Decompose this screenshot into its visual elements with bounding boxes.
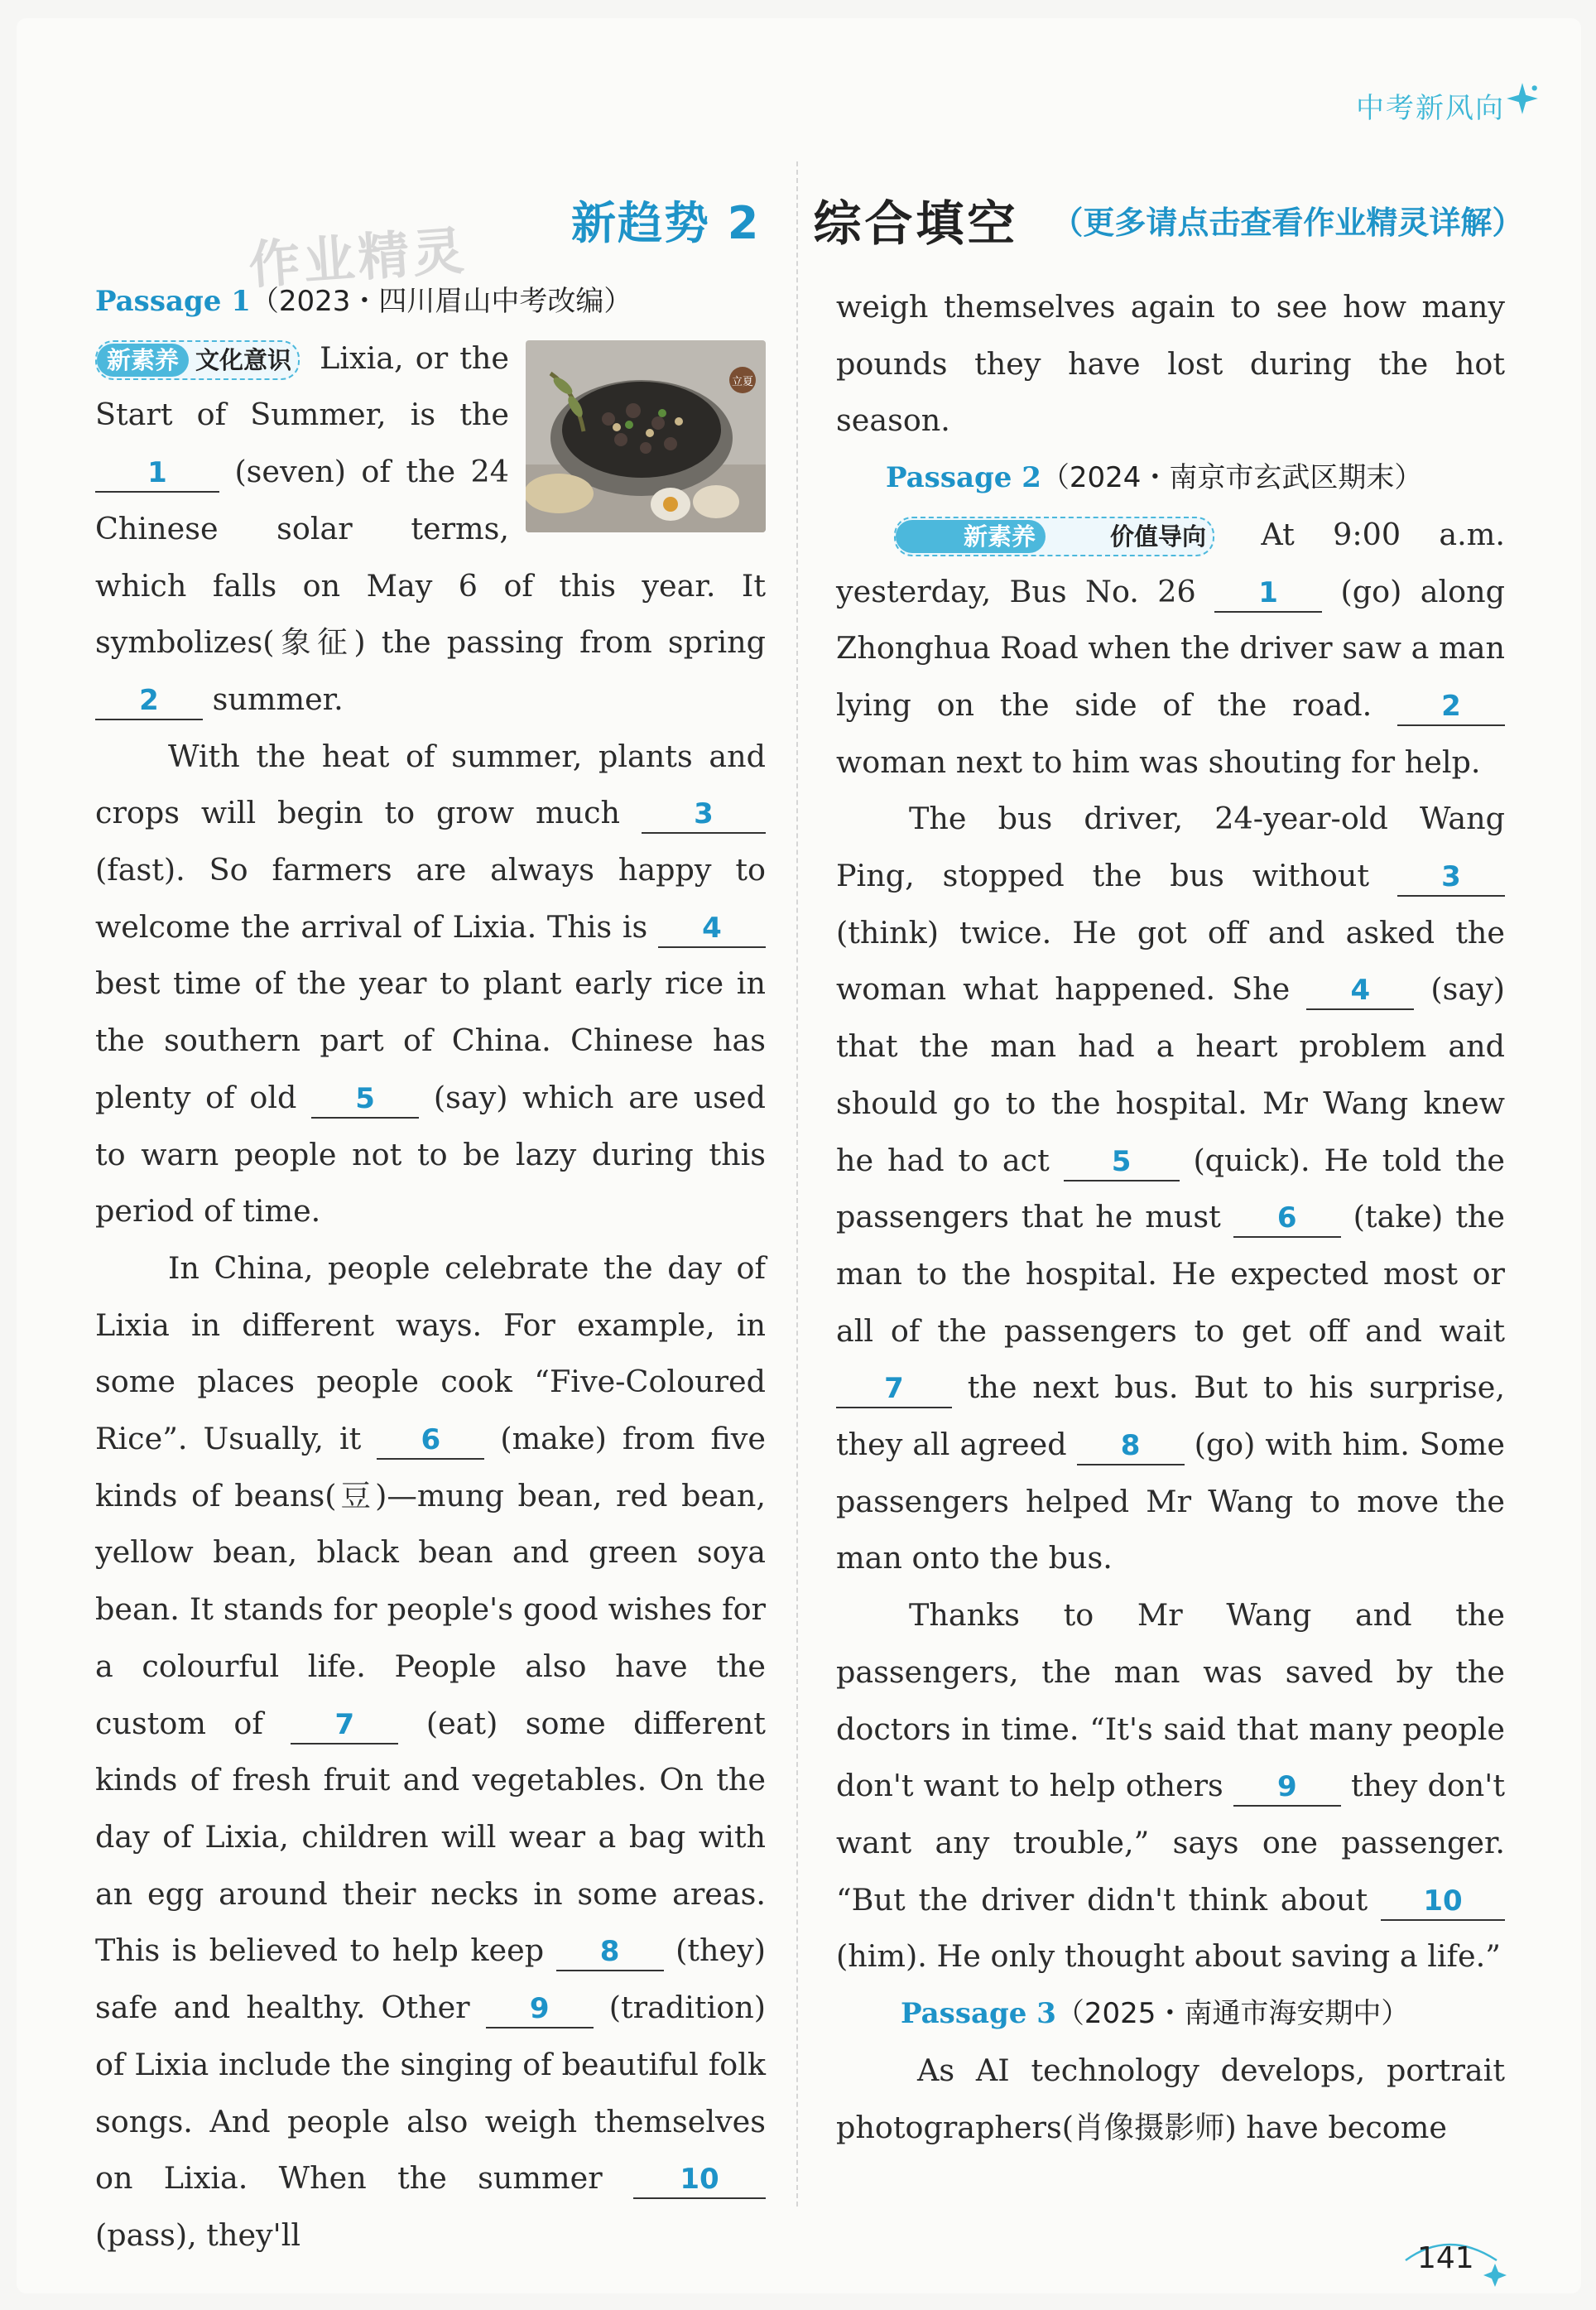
blank-8[interactable]: 8 [556, 1933, 664, 1971]
blank-2[interactable]: 2 [95, 682, 203, 720]
title-sub: 综合填空 [813, 195, 1019, 252]
passage-source: （2023・四川眉山中考改编） [250, 285, 632, 318]
passage-1-paragraph-1 [95, 330, 766, 729]
text: (they) safe and healthy. Other [95, 1932, 766, 2026]
text: (quick). He told the passengers that he must [836, 1142, 1506, 1235]
title-main: 新趋势 2 [571, 196, 761, 249]
blank-6[interactable]: 6 [377, 1422, 484, 1460]
literacy-badge [95, 340, 300, 380]
blank-4[interactable]: 4 [658, 910, 766, 948]
passage-name: Passage 1 [95, 285, 251, 318]
passage-1-paragraph-3 [95, 1240, 766, 2264]
text: In China, people celebrate the day of Lixia in different ways. For example, in some places people cook “Five-Coloured Rice”. Usually, it [95, 1249, 766, 1457]
blank-3[interactable]: 3 [1397, 859, 1505, 897]
passage-1-heading [95, 273, 766, 330]
passage-source: （2024・南京市玄武区期末） [1041, 461, 1423, 495]
text: (fast). So farmers are always happy to welcome the arrival of Lixia. This is [95, 852, 766, 945]
badge-tag: 新素养 [97, 344, 189, 377]
passage-1-continued: weigh themselves again to see how many pounds they have lost during the hot season. [836, 289, 1505, 439]
title-note[interactable]: （更多请点击查看作业精灵详解） [1051, 204, 1524, 241]
watermark: 作业精灵 [247, 219, 469, 296]
text: best time of the year to plant early rice in the southern part of China. Chinese has plenty of old [95, 965, 766, 1115]
blank-5[interactable]: 5 [311, 1080, 419, 1119]
text: Thanks to Mr Wang and the passengers, the man was saved by the doctors in time. “It's said that many people don't want to help others [836, 1597, 1505, 1804]
passage-2-paragraph-3 [836, 1587, 1505, 1985]
text: At 9:00 a.m. yesterday, Bus No. 26 [836, 516, 1505, 609]
text: Lixia, or the Start of Summer, is the [95, 339, 509, 433]
text: the next bus. But to his surprise, they all agreed [836, 1369, 1505, 1463]
text: (tradition) of Lixia include the singing of beautiful folk songs. And people also weigh themselves on Lixia. When the summer [95, 1990, 766, 2197]
text: (eat) some different kinds of fresh fruit and vegetables. On the day of Lixia, children will wear a bag with an egg around their necks in some areas. This is believed to help keep [95, 1705, 766, 1969]
badge-topic: 文化意识 [195, 345, 292, 374]
text: (go) with him. Some passengers helped Mr Wang to move the man onto the bus. [836, 1427, 1505, 1576]
passage-2-heading [886, 450, 1505, 507]
blank-7[interactable]: 7 [836, 1370, 952, 1408]
blank-8[interactable]: 8 [1077, 1427, 1185, 1465]
text: (take) the man to the hospital. He expected most or all of the passengers to get off and wait [836, 1199, 1505, 1349]
column-divider [796, 161, 798, 2207]
blank-2[interactable]: 2 [1397, 688, 1505, 726]
text: (pass), they'll [95, 2216, 301, 2253]
lixia-photo [526, 340, 766, 532]
text: (think) twice. He got off and asked the woman what happened. She [836, 914, 1505, 1008]
right-column [836, 279, 1505, 2156]
passage-2-paragraph-2 [836, 791, 1505, 1587]
literacy-badge [894, 517, 1214, 556]
passage-1-paragraph-2 [95, 729, 766, 1240]
blank-1[interactable]: 1 [1214, 575, 1322, 613]
text: The bus driver, 24-year-old Wang Ping, stopped the bus without [836, 801, 1505, 894]
text: (him). He only thought about saving a life.” [836, 1938, 1501, 1975]
blank-10[interactable]: 10 [633, 2161, 766, 2199]
badge-topic: 价值导向 [1110, 522, 1207, 551]
section-title [571, 186, 1523, 253]
text: (go) along Zhonghua Road when the driver saw a man lying on the side of the road. [836, 573, 1505, 723]
text: summer. [212, 681, 344, 717]
badge-tag: 新素养 [896, 520, 1046, 553]
passage-2-paragraph-1 [836, 507, 1505, 792]
photo-label: 立夏 [731, 375, 754, 388]
passage-source: （2025・南通市海安期中） [1055, 1997, 1410, 2031]
passage-name: Passage 3 [901, 1997, 1056, 2031]
text: (seven) of the 24 Chinese solar terms, which falls on May 6 of this year. It symbolizes(象征) the passing from spring [95, 454, 766, 661]
brand-label: 中考新风向 [1356, 92, 1505, 125]
blank-10[interactable]: 10 [1381, 1883, 1505, 1921]
sparkle-icon [1505, 81, 1540, 116]
left-column [95, 273, 766, 2264]
text: woman next to him was shouting for help. [836, 744, 1481, 780]
blank-9[interactable]: 9 [1233, 1769, 1341, 1807]
page-number: 141 [1417, 2241, 1474, 2275]
blank-6[interactable]: 6 [1233, 1200, 1341, 1238]
blank-3[interactable]: 3 [642, 796, 766, 834]
passage-3-heading [901, 1985, 1505, 2043]
text: (say) that the man had a heart problem and should go to the hospital. Mr Wang knew he had to act [836, 971, 1506, 1178]
text: With the heat of summer, plants and crops will begin to grow much [95, 738, 766, 831]
blank-9[interactable]: 9 [486, 1990, 594, 2028]
text: (make) from five kinds of beans(豆)—mung bean, red bean, yellow bean, black bean and green soya bean. It stands for people's good wishes for a colourful life. People also have the custom of [95, 1421, 767, 1741]
blank-1[interactable]: 1 [95, 455, 219, 493]
passage-name: Passage 2 [886, 461, 1041, 495]
blank-7[interactable]: 7 [291, 1706, 398, 1745]
blank-5[interactable]: 5 [1064, 1143, 1180, 1181]
passage-3-paragraph-1: As AI technology develops, portrait photographers(肖像摄影师) have become [836, 2052, 1505, 2145]
blank-4[interactable]: 4 [1306, 972, 1414, 1010]
text: they don't want any trouble,” says one passenger. “But the driver didn't think about [836, 1768, 1505, 1918]
text: (say) which are used to warn people not to be lazy during this period of time. [95, 1079, 767, 1230]
